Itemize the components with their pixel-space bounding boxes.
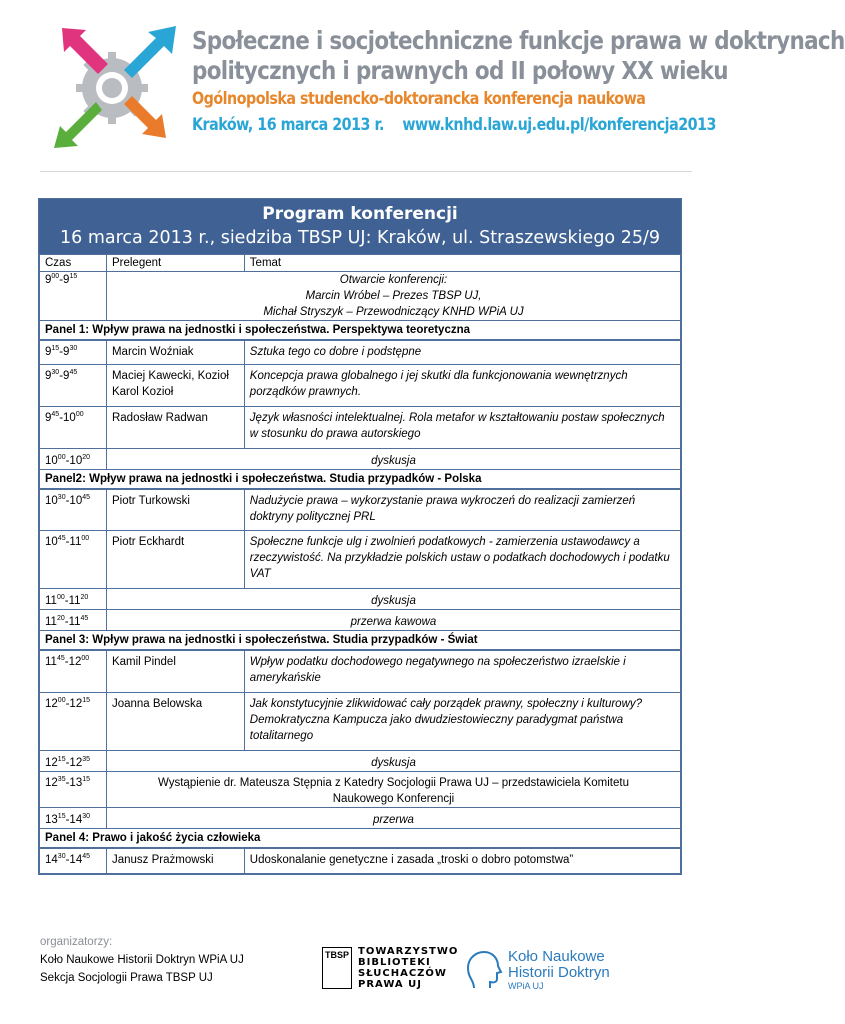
conference-title-line1: Społeczne i socjotechniczne funkcje prawa w doktrynach — [192, 26, 845, 55]
table-row — [40, 692, 681, 750]
column-header-topic: Temat — [244, 255, 680, 272]
column-header-time: Czas — [40, 255, 107, 272]
break-row — [40, 610, 681, 631]
time-cell: $12^{15}-12^{35}$ — [40, 750, 107, 771]
table-row — [40, 531, 681, 589]
time-cell: $11^{20}-11^{45}$ — [40, 610, 107, 631]
break-label: przerwa kawowa — [106, 610, 680, 631]
table-header-row — [40, 255, 681, 272]
program-header — [39, 199, 681, 254]
time-cell: $10^{00}-10^{20}$ — [40, 448, 107, 469]
column-header-speaker: Prelegent — [106, 255, 244, 272]
speaker-cell: Kamil Pindel — [106, 650, 244, 692]
program-title: Program konferencji — [262, 204, 458, 224]
organizer-tbsp: Sekcja Socjologii Prawa TBSP UJ — [40, 972, 213, 984]
conference-header — [192, 26, 845, 136]
speaker-cell: Maciej Kawecki, Kozioł Karol Kozioł — [106, 364, 244, 406]
panel-heading-3: Panel 3: Wpływ prawa na jednostki i społeczeństwa. Studia przypadków - Świat — [40, 631, 681, 651]
speaker-cell: Radosław Radwan — [106, 406, 244, 448]
organizers-label: organizatorzy: — [40, 936, 113, 948]
tbsp-emblem: TBSP — [322, 947, 352, 989]
knhd-logo — [460, 948, 610, 992]
conference-title-line2: politycznych i prawnych od II połowy XX wieku — [192, 56, 728, 85]
time-cell: $11^{00}-11^{20}$ — [40, 589, 107, 610]
speaker-cell: Janusz Prażmowski — [106, 848, 244, 874]
speech-row — [40, 771, 681, 807]
topic-cell: Jak konstytucyjnie zlikwidować cały porządek prawny, społeczny i kulturowy? Demokratyczna Kampucza jako dwudziestowieczny paradygmat państwa totalitarnego — [244, 692, 680, 750]
break-label: przerwa — [106, 807, 680, 828]
topic-cell: Koncepcja prawa globalnego i jej skutki dla funkcjonowania wewnętrznych porządków prawnych. — [244, 364, 680, 406]
table-row — [40, 650, 681, 692]
knhd-wordmark: Koło Naukowe Historii Doktryn WPiA UJ — [508, 947, 610, 991]
time-cell: $10^{45}-11^{00}$ — [40, 531, 107, 589]
organizers — [40, 933, 244, 987]
time-cell: $9^{15}-9^{30}$ — [40, 340, 107, 364]
discussion-label: dyskusja — [106, 448, 680, 469]
conference-date: Kraków, 16 marca 2013 r. — [192, 115, 384, 135]
tbsp-wordmark: TOWARZYSTWO BIBLIOTEKI SŁUCHACZÓW PRAWA UJ — [358, 946, 459, 990]
head-profile-icon — [460, 948, 504, 992]
discussion-row — [40, 589, 681, 610]
speaker-cell: Joanna Belowska — [106, 692, 244, 750]
schedule-table — [39, 254, 681, 874]
panel-heading-4: Panel 4: Prawo i jakość życia człowieka — [40, 828, 681, 848]
panel-heading-2: Panel2: Wpływ prawa na jednostki i społeczeństwa. Studia przypadków - Polska — [40, 469, 681, 489]
topic-cell: Nadużycie prawa – wykorzystanie prawa wykroczeń do realizacji zamierzeń doktryny politycznej PRL — [244, 489, 680, 531]
time-cell: $9^{00}-9^{15}$ — [40, 272, 107, 321]
tbsp-logo — [322, 946, 458, 990]
time-cell: $11^{45}-12^{00}$ — [40, 650, 107, 692]
time-cell: $10^{30}-10^{45}$ — [40, 489, 107, 531]
discussion-label: dyskusja — [106, 589, 680, 610]
time-cell: $12^{35}-13^{15}$ — [40, 771, 107, 807]
table-row — [40, 340, 681, 364]
time-cell: $12^{00}-12^{15}$ — [40, 692, 107, 750]
time-cell: $9^{45}-10^{00}$ — [40, 406, 107, 448]
speaker-cell: Marcin Woźniak — [106, 340, 244, 364]
topic-cell: Język własności intelektualnej. Rola metafor w kształtowaniu postaw społecznych w stosunku do prawa autorskiego — [244, 406, 680, 448]
speaker-cell: Piotr Eckhardt — [106, 531, 244, 589]
conference-subtitle: Ogólnopolska studencko-doktorancka konferencja naukowa — [192, 89, 646, 109]
time-cell: $9^{30}-9^{45}$ — [40, 364, 107, 406]
organizer-knhd: Koło Naukowe Historii Doktryn WPiA UJ — [40, 954, 244, 966]
topic-cell: Udoskonalanie genetyczne i zasada „troski o dobro potomstwa” — [244, 848, 680, 874]
program-subtitle: 16 marca 2013 r., siedziba TBSP UJ: Kraków, ul. Straszewskiego 25/9 — [60, 228, 660, 248]
topic-cell: Społeczne funkcje ulg i zwolnień podatkowych - zamierzenia ustawodawcy a rzeczywistość. Na przykładzie polskich ustaw o podatkach dochodowych i podatku VAT — [244, 531, 680, 589]
opening-row — [40, 272, 681, 321]
discussion-row — [40, 448, 681, 469]
time-cell: $13^{15}-14^{30}$ — [40, 807, 107, 828]
table-row — [40, 848, 681, 874]
discussion-row — [40, 750, 681, 771]
table-row — [40, 489, 681, 531]
topic-cell: Sztuka tego co dobre i podstępne — [244, 340, 680, 364]
speech-label: Wystąpienie dr. Mateusza Stępnia z Katedry Socjologii Prawa UJ – przedstawiciela Komitetu Naukowego Konferencji — [106, 771, 680, 807]
panel-heading-1: Panel 1: Wpływ prawa na jednostki i społeczeństwa. Perspektywa teoretyczna — [40, 321, 681, 341]
program-table — [38, 198, 682, 875]
conference-url[interactable]: www.knhd.law.uj.edu.pl/konferencja2013 — [402, 115, 716, 135]
conference-date-line — [192, 114, 716, 136]
break-row — [40, 807, 681, 828]
discussion-label: dyskusja — [106, 750, 680, 771]
conference-logo — [40, 18, 180, 148]
topic-cell: Wpływ podatku dochodowego negatywnego na społeczeństwo izraelskie i amerykańskie — [244, 650, 680, 692]
header-divider — [40, 171, 692, 172]
speaker-cell: Piotr Turkowski — [106, 489, 244, 531]
table-row — [40, 364, 681, 406]
opening-text: Otwarcie konferencji: Marcin Wróbel – Prezes TBSP UJ, Michał Stryszyk – Przewodniczący KNHD WPiA UJ — [106, 272, 680, 321]
table-row — [40, 406, 681, 448]
time-cell: $14^{30}-14^{45}$ — [40, 848, 107, 874]
